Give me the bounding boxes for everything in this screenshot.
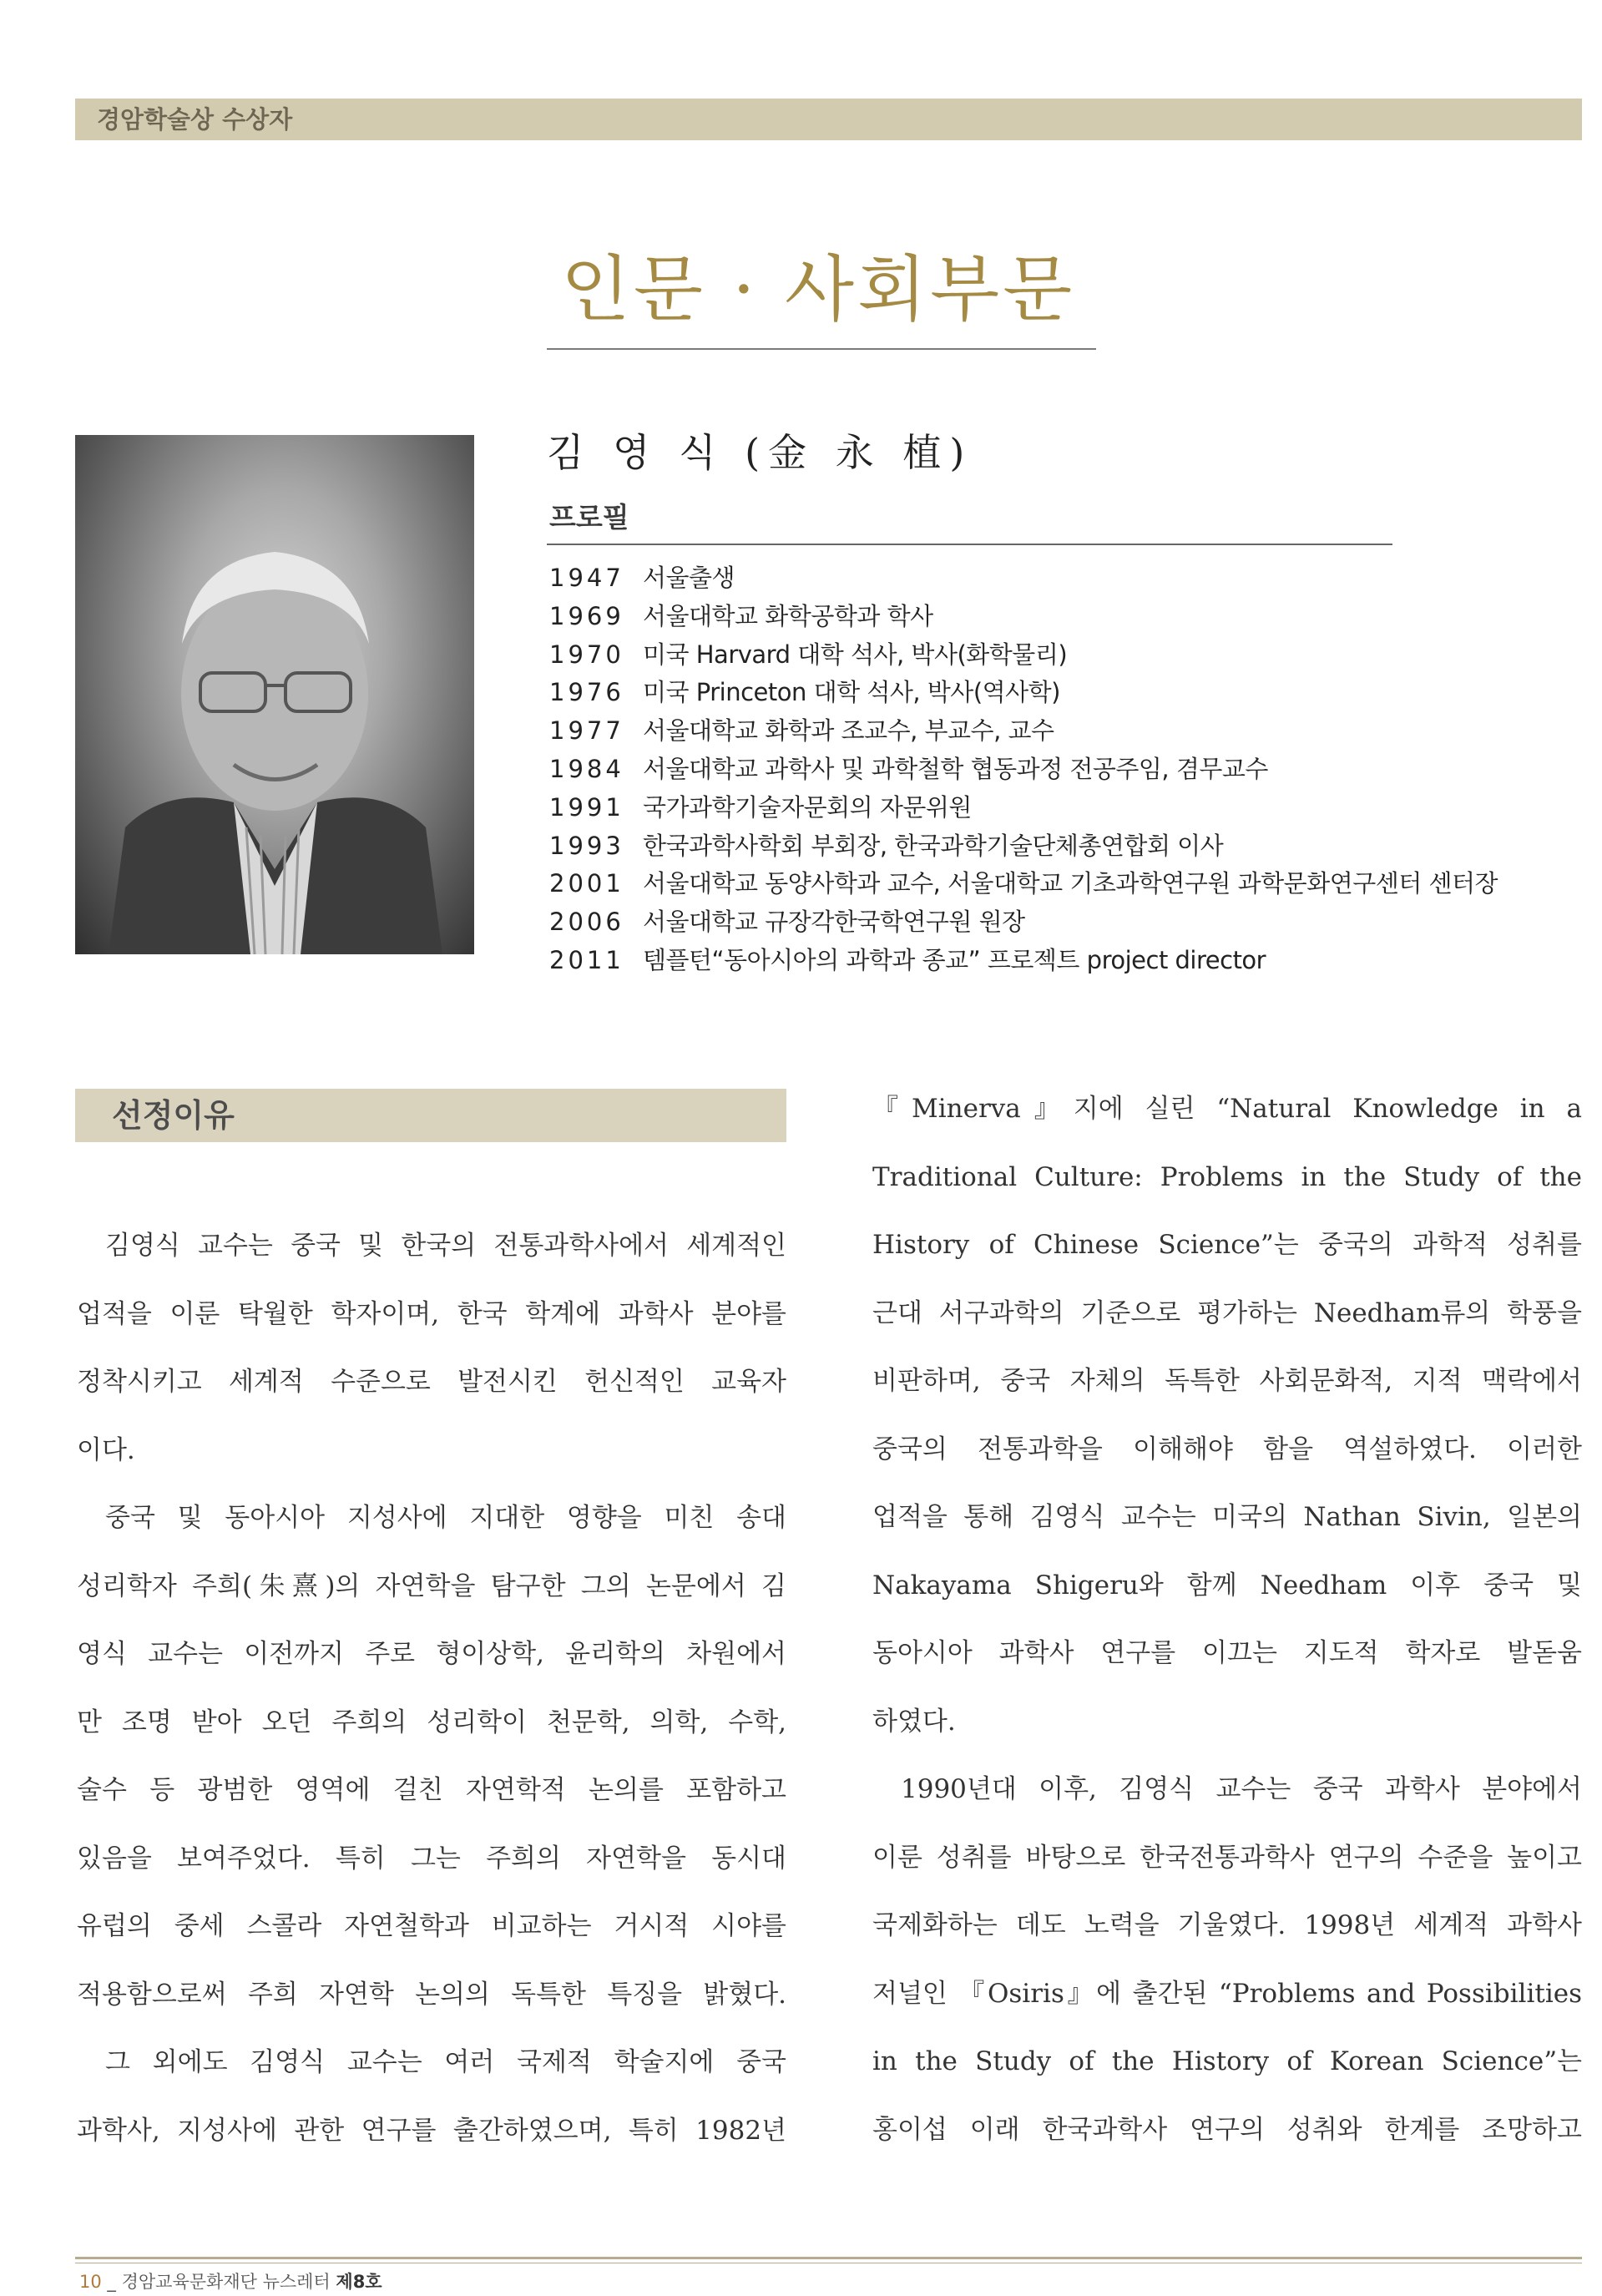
section-title: 인문 · 사회부문 <box>560 248 1076 331</box>
body-text-line: 술수 등 광범한 영역에 걸친 자연학적 논의를 포함하고 <box>77 1775 786 1805</box>
timeline-year: 1977 <box>549 716 624 746</box>
body-text-line: 과학사, 지성사에 관한 연구를 출간하였으며, 특히 1982년 <box>77 2115 786 2146</box>
body-text-line: 있음을 보여주었다. 특히 그는 주희의 자연학을 동시대 <box>77 1843 786 1874</box>
body-text-line: 하였다. <box>872 1706 956 1737</box>
body-text-line: 정착시키고 세계적 수준으로 발전시킨 헌신적인 교육자 <box>77 1367 786 1397</box>
career-timeline <box>549 559 1551 980</box>
timeline-row <box>549 636 1551 675</box>
body-text-line: 『Minerva』지에 실린 “Natural Knowledge in a <box>872 1094 1582 1124</box>
footer-separator: _ <box>107 2272 116 2292</box>
person-name: 김 영 식 (金 永 植) <box>547 430 973 475</box>
timeline-text: 서울출생 <box>643 564 735 592</box>
timeline-row <box>549 789 1551 827</box>
timeline-year: 1970 <box>549 640 624 669</box>
timeline-year: 2001 <box>549 869 624 898</box>
body-text-line: 그 외에도 김영식 교수는 여러 국제적 학술지에 중국 <box>105 2047 786 2077</box>
timeline-text: 국가과학기술자문회의 자문위원 <box>643 792 972 822</box>
body-text-line: 만 조명 받아 오던 주희의 성리학이 천문학, 의학, 수학, <box>77 1707 786 1737</box>
profile-divider <box>547 544 1392 545</box>
body-text-line: 국제화하는 데도 노력을 기울였다. 1998년 세계적 과학사 <box>872 1910 1582 1940</box>
timeline-text: 템플턴“동아시아의 과학과 종교” 프로젝트 project director <box>643 945 1266 974</box>
timeline-text: 한국과학사학회 부회장, 한국과학기술단체총연합회 이사 <box>643 831 1224 860</box>
body-text-line: 적용함으로써 주희 자연학 논의의 독특한 특징을 밝혔다. <box>77 1979 786 2010</box>
body-text-line: 성리학자 주희(朱熹)의 자연학을 탐구한 그의 논문에서 김 <box>77 1570 786 1601</box>
timeline-year: 1993 <box>549 831 624 860</box>
body-text-line: History of Chinese Science”는 중국의 과학적 성취를 <box>872 1230 1582 1260</box>
body-column-left <box>77 1212 786 2165</box>
timeline-row <box>549 559 1551 598</box>
issue-number: 제8호 <box>336 2272 382 2292</box>
award-category-label: 경암학술상 수상자 <box>97 105 293 134</box>
timeline-year: 1991 <box>549 792 624 822</box>
body-text-line: 업적을 통해 김영식 교수는 미국의 Nathan Sivin, 일본의 <box>872 1502 1582 1532</box>
page-footer <box>79 2269 382 2294</box>
timeline-year: 1969 <box>549 601 624 630</box>
selection-reason-heading: 선정이유 <box>112 1097 235 1134</box>
timeline-text: 서울대학교 과학사 및 과학철학 협동과정 전공주임, 겸무교수 <box>643 754 1268 783</box>
page-number: 10 <box>79 2272 102 2292</box>
timeline-year: 2006 <box>549 908 624 937</box>
timeline-row <box>549 751 1551 789</box>
timeline-text: 미국 Harvard 대학 석사, 박사(화학물리) <box>643 640 1068 669</box>
body-text-line: 비판하며, 중국 자체의 독특한 사회문화적, 지적 맥락에서 <box>872 1366 1582 1396</box>
footer-divider <box>75 2257 1582 2259</box>
body-text-line: 이룬 성취를 바탕으로 한국전통과학사 연구의 수준을 높이고 <box>872 1842 1582 1873</box>
timeline-text: 서울대학교 동양사학과 교수, 서울대학교 기초과학연구원 과학문화연구센터 센터장 <box>643 869 1498 898</box>
top-banner <box>75 99 1582 140</box>
timeline-row <box>549 674 1551 712</box>
timeline-text: 미국 Princeton 대학 석사, 박사(역사학) <box>643 678 1060 707</box>
body-text-line: 업적을 이룬 탁월한 학자이며, 한국 학계에 과학사 분야를 <box>77 1298 786 1329</box>
section-title-divider <box>547 348 1096 350</box>
timeline-text: 서울대학교 화학과 조교수, 부교수, 교수 <box>643 716 1054 746</box>
body-text-line: 동아시아 과학사 연구를 이끄는 지도적 학자로 발돋움 <box>872 1638 1582 1668</box>
timeline-row <box>549 712 1551 751</box>
timeline-row <box>549 942 1551 980</box>
timeline-text: 서울대학교 화학공학과 학사 <box>643 601 933 630</box>
body-text-line: 홍이섭 이래 한국과학사 연구의 성취와 한계를 조망하고 <box>872 2114 1582 2145</box>
timeline-row <box>549 903 1551 942</box>
selection-reason-banner <box>75 1089 786 1142</box>
profile-heading: 프로필 <box>549 501 629 534</box>
timeline-year: 2011 <box>549 945 624 974</box>
body-text-line: Traditional Culture: Problems in the Study of the <box>872 1161 1582 1192</box>
timeline-row <box>549 865 1551 903</box>
body-text-line: 이다. <box>77 1434 135 1465</box>
body-text-line: 저널인 『Osiris』에 출간된 “Problems and Possibilities <box>872 1978 1582 2009</box>
body-text-line: in the Study of the History of Korean Science”는 <box>872 2046 1582 2076</box>
timeline-year: 1976 <box>549 678 624 707</box>
publication-name: 경암교육문화재단 뉴스레터 <box>121 2272 331 2292</box>
timeline-row <box>549 827 1551 866</box>
body-text-line: 영식 교수는 이전까지 주로 형이상학, 윤리학의 차원에서 <box>77 1639 786 1669</box>
body-text-line: 김영식 교수는 중국 및 한국의 전통과학사에서 세계적인 <box>105 1231 786 1261</box>
timeline-row <box>549 598 1551 636</box>
body-text-line: Nakayama Shigeru와 함께 Needham 이후 중국 및 <box>872 1570 1582 1601</box>
body-text-line: 유럽의 중세 스콜라 자연철학과 비교하는 거시적 시야를 <box>77 1911 786 1941</box>
body-text-line: 근대 서구과학의 기준으로 평가하는 Needham류의 학풍을 <box>872 1297 1582 1328</box>
body-text-line: 1990년대 이후, 김영식 교수는 중국 과학사 분야에서 <box>901 1774 1582 1804</box>
portrait-illustration <box>75 435 474 954</box>
timeline-year: 1947 <box>549 564 624 592</box>
portrait-photo <box>75 435 474 954</box>
body-column-right <box>872 1075 1582 2164</box>
timeline-text: 서울대학교 규장각한국학연구원 원장 <box>643 908 1025 937</box>
body-text-line: 중국 및 동아시아 지성사에 지대한 영향을 미친 송대 <box>105 1503 786 1533</box>
timeline-year: 1984 <box>549 754 624 783</box>
body-text-line: 중국의 전통과학을 이해해야 함을 역설하였다. 이러한 <box>872 1434 1582 1464</box>
